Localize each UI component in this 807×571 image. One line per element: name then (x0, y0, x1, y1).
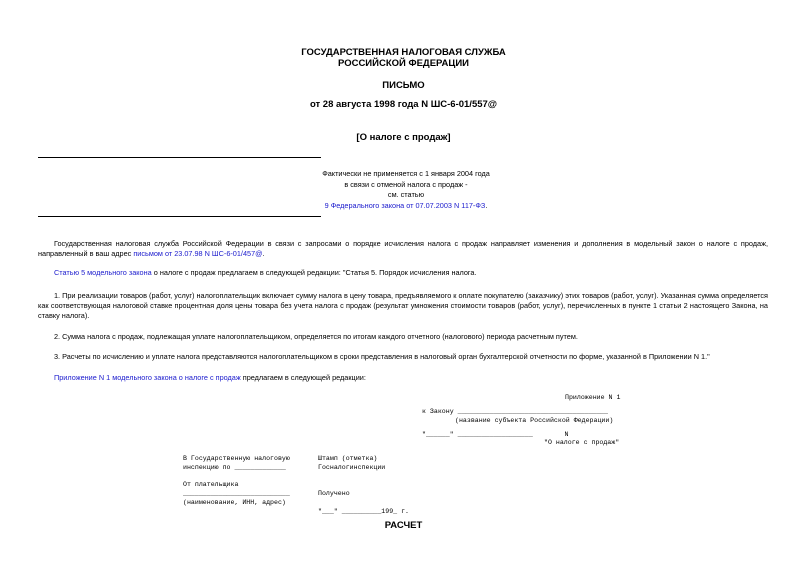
status-note (321, 169, 491, 211)
status-note-line-1: Фактически не применяется с 1 января 2004 года (322, 169, 490, 178)
status-note-line-3: см. статью (387, 190, 425, 199)
paragraph-2 (38, 268, 768, 278)
form-subject-caption: (название субъекта Российской Федерации) (455, 417, 614, 424)
document-type: ПИСЬМО (382, 80, 425, 91)
article-5-link[interactable]: Статью 5 модельного закона (54, 268, 152, 277)
paragraph-4: 2. Сумма налога с продаж, подлежащая уплате налогоплательщиком, определяется по итогам каждого отчетного (налогового) периода расчетным путем. (54, 332, 578, 341)
document-subject: [О налоге с продаж] (356, 132, 451, 143)
paragraph-6 (38, 373, 768, 383)
paragraph-6-text: предлагаем в следующей редакции: (240, 373, 366, 382)
paragraph-3: 1. При реализации товаров (работ, услуг) налогоплательщик включает сумму налога в цену товара, предъявляемого к оплате покупателю (заказчику) этих товаров (работ, услуг). Указанная сумма определяется как соответствующая налоговой ставке процентная доля цены товара без учета налога с продаж (результат умножения стоимости товаров (работ, услуг), перечисленных в пункте 1 статьи 2 настоящего Закона, на ставку налога). (38, 291, 768, 321)
form-law-name: "О налоге с продаж" (544, 439, 620, 446)
document-date-number: от 28 августа 1998 года N ШС-6-01/557@ (309, 99, 498, 110)
paragraph-2-text: о налоге с продаж предлагаем в следующей редакции: "Статья 5. Порядок исчисления налога. (151, 268, 477, 277)
form-date-line: "______" ___________________ N (422, 431, 569, 438)
paragraph-5: 3. Расчеты по исчислению и уплате налога представляются налогоплательщиком в сроки представления в налоговый орган бухгалтерской отчетности по форме, указанной в Приложении N 1." (54, 352, 710, 361)
status-note-line-2: в связи с отменой налога с продаж - (344, 179, 468, 189)
form-right-block: Штамп (отметка) Госналогинспекции Получено "___" __________199_ г. (318, 455, 410, 515)
paragraph-1-end: . (262, 249, 265, 259)
form-appendix-label: Приложение N 1 (565, 394, 621, 401)
status-note-end: . (485, 200, 488, 210)
agency-line-2: РОССИЙСКОЙ ФЕДЕРАЦИИ (337, 58, 469, 69)
form-to-law: к Закону ______________________________________ (422, 408, 608, 415)
divider-top (38, 157, 321, 158)
agency-line-1: ГОСУДАРСТВЕННАЯ НАЛОГОВАЯ СЛУЖБА (301, 47, 506, 58)
status-note-link[interactable]: 9 Федерального закона от 07.07.2003 N 117-ФЗ (324, 200, 486, 210)
paragraph-1-text: Государственная налоговая служба Российской Федерации в связи с запросами о порядке исчисления налога с продаж направляет изменения и дополнения в модельный закон о налоге с продаж, направленный в ваш адрес (38, 239, 768, 259)
appendix-link[interactable]: Приложение N 1 модельного закона о налоге с продаж (54, 373, 241, 382)
letter-link[interactable]: письмом от 23.07.98 N ШС-6-01/457@ (133, 249, 263, 259)
form-title: РАСЧЕТ (384, 520, 423, 531)
divider-bottom (38, 216, 321, 217)
paragraph-1 (38, 239, 768, 259)
form-left-block: В Государственную налоговую инспекцию по _____________ От плательщика ___________________________ (наименование, ИНН, адрес) (183, 455, 290, 506)
